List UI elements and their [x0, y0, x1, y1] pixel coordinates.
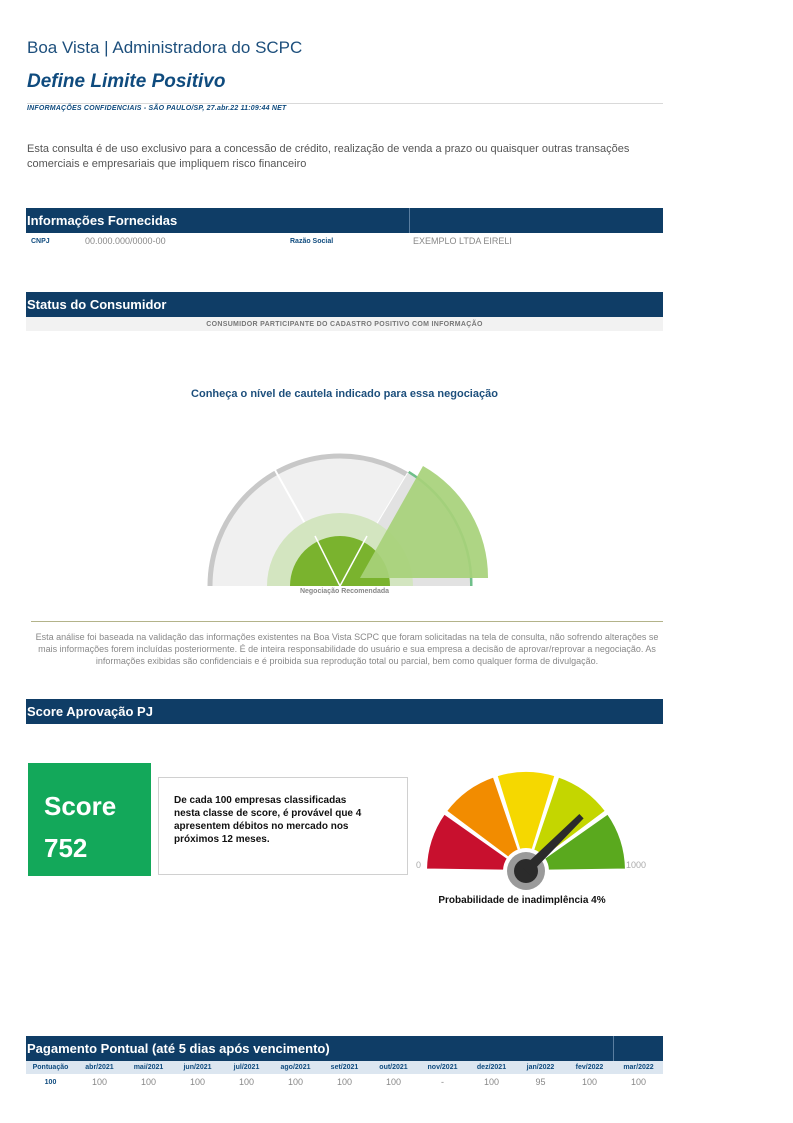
column-header: jul/2021 — [222, 1061, 271, 1074]
table-row — [26, 1074, 663, 1090]
razao-social-value: EXEMPLO LTDA EIRELI — [413, 236, 512, 246]
column-header: mai/2021 — [124, 1061, 173, 1074]
column-header: set/2021 — [320, 1061, 369, 1074]
confidential-line: INFORMAÇÕES CONFIDENCIAIS - SÃO PAULO/SP, 27.abr.22 11:09:44 NET — [27, 105, 287, 112]
table-cell: 100 — [483, 1077, 500, 1087]
caution-gauge — [195, 440, 505, 590]
score-value: 752 — [44, 833, 88, 863]
column-header: ago/2021 — [271, 1061, 320, 1074]
table-cell: 100 — [91, 1077, 108, 1087]
column-header: jun/2021 — [173, 1061, 222, 1074]
column-header: jan/2022 — [516, 1061, 565, 1074]
column-header: abr/2021 — [75, 1061, 124, 1074]
payment-section-header — [26, 1036, 663, 1061]
score-box — [28, 763, 151, 876]
intro-text: Esta consulta é de uso exclusivo para a concessão de crédito, realização de venda a prazo ou quaisquer outras transações comerciais e empresariais que impliquem risco financeiro — [27, 143, 630, 170]
divider — [27, 103, 663, 104]
table-cell: 100 — [189, 1077, 206, 1087]
gauge-caption: Negociação Recomendada — [299, 588, 390, 595]
cnpj-value: 00.000.000/0000-00 — [85, 236, 166, 246]
column-header: mar/2022 — [614, 1061, 663, 1074]
score-section-header — [26, 699, 663, 724]
table-cell: 100 — [581, 1077, 598, 1087]
table-cell: - — [441, 1077, 444, 1087]
column-header: nov/2021 — [418, 1061, 467, 1074]
column-header: out/2021 — [369, 1061, 418, 1074]
table-cell: 100 — [44, 1078, 57, 1086]
company-title: Boa Vista | Administradora do SCPC — [27, 38, 303, 57]
column-header: fev/2022 — [565, 1061, 614, 1074]
table-cell: 100 — [630, 1077, 647, 1087]
default-probability: Probabilidade de inadimplência 4% — [438, 895, 606, 906]
razao-social-label: Razão Social — [290, 238, 334, 245]
payment-table-header — [26, 1061, 663, 1074]
analysis-disclaimer: Esta análise foi baseada na validação das informações existentes na Boa Vista SCPC que foram solicitadas na tela de consulta, não sofrendo alterações se mais informações forem incluídas posteriormente. É de inteira responsabilidade do usuário e sua empresa a decisão de aprovar/reprovar a negociação. As informações exibidas são confidenciais e é proibida sua reprodução total ou parcial, bem como qualquer forma de divulgação. — [35, 632, 659, 666]
info-section-header — [26, 208, 663, 233]
status-section-header — [26, 292, 663, 317]
table-cell: 100 — [140, 1077, 157, 1087]
table-cell: 100 — [336, 1077, 353, 1087]
divider — [31, 621, 663, 622]
score-description: De cada 100 empresas classificadas nesta classe de score, é provável que 4 apresentem débitos no mercado nos próximos 12 meses. — [174, 795, 362, 845]
table-cell: 95 — [535, 1077, 546, 1087]
status-message: CONSUMIDOR PARTICIPANTE DO CADASTRO POSITIVO COM INFORMAÇÃO — [26, 317, 663, 331]
payment-heading: Pagamento Pontual (até 5 dias após vencimento) — [27, 1041, 330, 1056]
score-label: Score — [44, 791, 117, 821]
speedometer-min-label: 0 — [416, 860, 422, 870]
cnpj-label: CNPJ — [31, 238, 50, 245]
table-cell: 100 — [385, 1077, 402, 1087]
payment-table — [26, 1061, 663, 1090]
table-cell: 100 — [238, 1077, 255, 1087]
score-heading: Score Aprovação PJ — [27, 704, 153, 719]
column-header: Pontuação — [26, 1061, 75, 1074]
score-speedometer — [420, 770, 630, 890]
caution-title: Conheça o nível de cautela indicado para essa negociação — [191, 388, 498, 400]
column-header: dez/2021 — [467, 1061, 516, 1074]
status-heading: Status do Consumidor — [27, 297, 167, 312]
report-title: Define Limite Positivo — [27, 71, 226, 92]
table-cell: 100 — [287, 1077, 304, 1087]
speedometer-max-label: 1000 — [626, 860, 647, 870]
score-description-box — [158, 777, 408, 875]
info-heading: Informações Fornecidas — [27, 213, 178, 228]
